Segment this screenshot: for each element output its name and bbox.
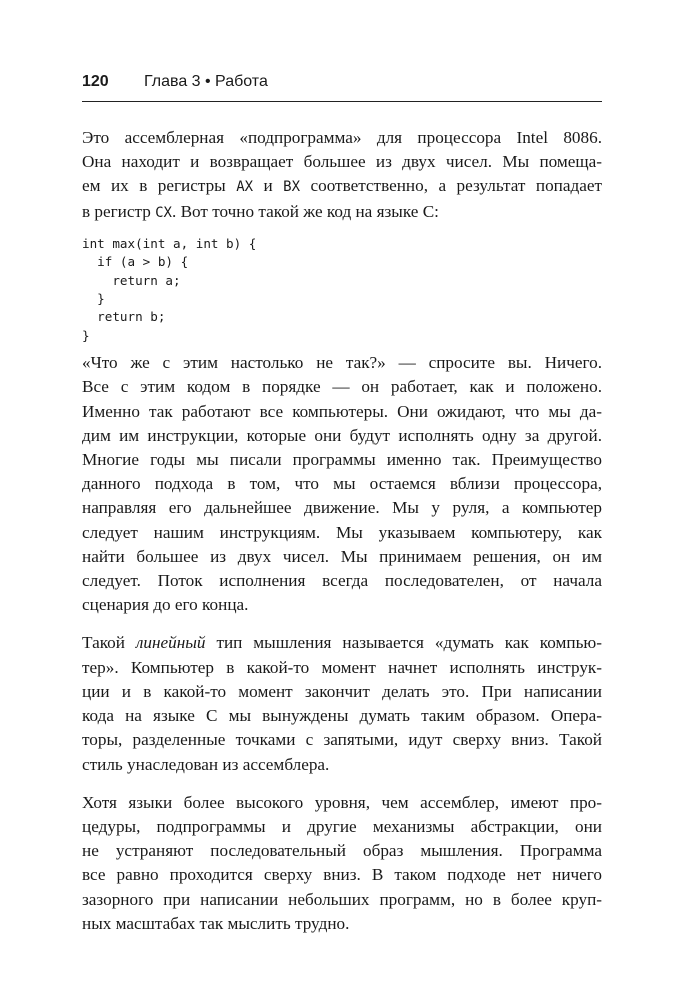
- code-listing: [82, 235, 602, 345]
- text-line: Все с этим кодом в порядке — он работает, как и положено.: [82, 377, 602, 397]
- page-number: 120: [82, 73, 109, 90]
- text-line: Именно так работают все компьютеры. Они ожидают, что мы да-: [82, 401, 602, 421]
- code-line: if (a > b) {: [82, 254, 189, 270]
- running-header: [82, 73, 602, 102]
- code-line: }: [82, 327, 90, 343]
- running-title: Глава 3 • Работа: [144, 73, 268, 90]
- text-line: зазорного при написании небольших программ, но в более круп-: [82, 889, 602, 909]
- emphasis-term: линейный: [135, 633, 206, 653]
- text-line: в регистр CX. Вот точно такой же код на языке C:: [82, 201, 439, 221]
- register-ax: AX: [236, 179, 254, 196]
- text-line: найти большее из двух чисел. Мы принимаем решения, он им: [82, 546, 602, 566]
- text-line: цедуры, подпрограммы и другие механизмы абстракции, они: [82, 816, 602, 836]
- paragraph-intro: [82, 126, 602, 225]
- text-line: направляя его дальнейшее движение. Мы у руля, а компьютер: [82, 498, 602, 518]
- paragraph-high-level-languages: [82, 791, 602, 936]
- text-line: ции и в какой-то момент закончит делать это. При написании: [82, 681, 602, 701]
- text-line: данного подхода в том, что мы остаемся вблизи процессора,: [82, 474, 602, 494]
- text-line: все равно проходится сверху вниз. В таком подходе нет ничего: [82, 865, 602, 885]
- paragraph-linear-code: [82, 351, 602, 617]
- code-line: int max(int a, int b) {: [82, 235, 257, 251]
- text-line: стиль унаследован из ассемблера.: [82, 754, 330, 774]
- text-line: сценария до его конца.: [82, 595, 249, 615]
- text-line: дим им инструкции, которые они будут исполнять одну за другой.: [82, 425, 602, 445]
- text-line: «Что же с этим настолько не так?» — спросите вы. Ничего.: [82, 353, 602, 373]
- text-line: тер». Компьютер в какой-то момент начнет исполнять инструк-: [82, 657, 602, 677]
- text-line: Она находит и возвращает большее из двух чисел. Мы помеща-: [82, 152, 602, 172]
- code-line: return a;: [82, 272, 181, 288]
- text-line: торы, разделенные точками с запятыми, идут сверху вниз. Такой: [82, 730, 602, 750]
- text-line: Это ассемблерная «подпрограмма» для процессора Intel 8086.: [82, 128, 602, 147]
- text-line: следует нашим инструкциям. Мы указываем компьютеру, как: [82, 522, 602, 542]
- text-line: следует. Поток исполнения всегда последователен, от начала: [82, 571, 602, 591]
- text-line: кода на языке C мы вынуждены думать таким образом. Опера-: [82, 706, 602, 726]
- text-line: Хотя языки более высокого уровня, чем ассемблер, имеют про-: [82, 792, 602, 812]
- code-line: return b;: [82, 309, 166, 325]
- text-line: Такой линейный тип мышления называется «думать как компью-: [82, 633, 602, 653]
- paragraph-linear-thinking: [82, 631, 602, 776]
- text-line: ных масштабах так мыслить трудно.: [82, 913, 350, 933]
- text-line: ем их в регистры AX и BX соответственно, а результат попадает: [82, 176, 602, 196]
- code-line: }: [82, 291, 105, 307]
- page-body: [82, 126, 602, 936]
- text-line: Многие годы мы писали программы именно так. Преимущество: [82, 450, 602, 470]
- text-line: не устраняют последовательный образ мышления. Программа: [82, 841, 602, 861]
- register-bx: BX: [283, 179, 301, 196]
- register-cx: CX: [155, 204, 172, 221]
